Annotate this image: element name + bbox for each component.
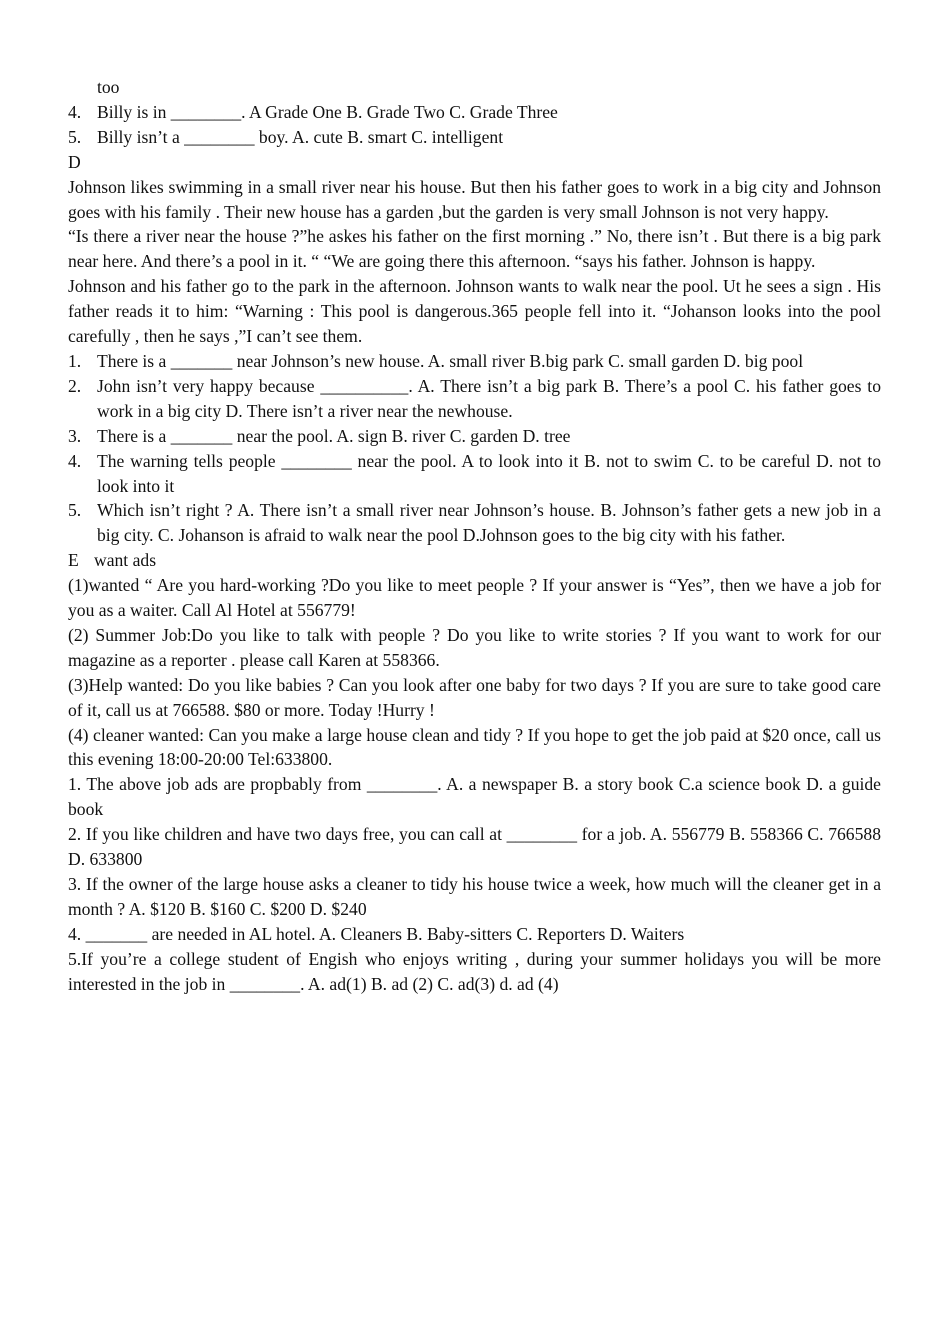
- ad-3: (3)Help wanted: Do you like babies ? Can you look after one baby for two days ? If you are sure to take good care of it, call us at 766588. $80 or more. Today !Hurry !: [68, 674, 881, 720]
- e-question-3: 3. If the owner of the large house asks a cleaner to tidy his house twice a week, how much will the cleaner get in a month ? A. $120 B. $160 C. $200 D. $240: [68, 874, 881, 919]
- d-question-2: [68, 374, 881, 424]
- question-number: 3.: [68, 425, 82, 446]
- passage-d-paragraph-2: “Is there a river near the house ?”he askes his father on the first morning .” No, there isn’t . But there is a big park near here. And there’s a pool in it. “ “We are going there this afternoon. “says his father. Johnson is happy.: [68, 226, 881, 272]
- question-number: 5.: [68, 126, 82, 147]
- d-question-5: [68, 498, 881, 548]
- section-e-label: E: [68, 550, 79, 571]
- e-question-1: 1. The above job ads are propbably from ________. A. a newspaper B. a story book C.a science book D. a guide book: [68, 774, 881, 820]
- question-number: 4.: [68, 101, 82, 122]
- question-text: There is a _______ near Johnson’s new house. A. small river B.big park C. small garden D. big pool: [97, 350, 804, 371]
- d-question-4: [68, 449, 881, 499]
- passage-d-paragraph-1: Johnson likes swimming in a small river near his house. But then his father goes to work in a big city and Johnson goes with his family . Their new house has a garden ,but the garden is very small Johnson is not very happy.: [68, 176, 881, 222]
- question-number: 1.: [68, 350, 82, 371]
- question-text: The warning tells people ________ near the pool. A to look into it B. not to swim C. to be careful D. not to look into it: [97, 450, 881, 496]
- question-text: Which isn’t right ? A. There isn’t a small river near Johnson’s house. B. Johnson’s father gets a new job in a big city. C. Johanson is afraid to walk near the pool D.Johnson goes to the big city with his father.: [97, 500, 881, 546]
- section-d-label: D: [68, 151, 81, 172]
- question-text: There is a _______ near the pool. A. sign B. river C. garden D. tree: [97, 425, 571, 446]
- e-question-5: 5.If you’re a college student of Engish who enjoys writing , during your summer holidays you will be more interested in the job in ________. A. ad(1) B. ad (2) C. ad(3) d. ad (4): [68, 948, 881, 994]
- question-text: Billy isn’t a ________ boy. A. cute B. smart C. intelligent: [97, 126, 504, 147]
- passage-d-paragraph-3: Johnson and his father go to the park in the afternoon. Johnson wants to walk near the pool. Ut he sees a sign . His father reads it to him: “Warning : This pool is dangerous.365 people fell into it. “Johanson looks into the pool carefully , then he says ,”I can’t see them.: [68, 276, 881, 347]
- section-e-title: want ads: [94, 550, 157, 571]
- ad-4: (4) cleaner wanted: Can you make a large house clean and tidy ? If you hope to get the job paid at $20 once, call us this evening 18:00-20:00 Tel:633800.: [68, 724, 881, 770]
- previous-question-continuation: too: [97, 77, 120, 97]
- document-page: [68, 75, 881, 997]
- d-question-3: [68, 424, 881, 449]
- question-text: John isn’t very happy because __________. A. There isn’t a big park B. There’s a pool C. his father goes to work in a big city D. There isn’t a river near the newhouse.: [97, 375, 881, 421]
- previous-question-4: [68, 100, 881, 125]
- ad-1: (1)wanted “ Are you hard-working ?Do you like to meet people ? If your answer is “Yes”, then we have a job for you as a waiter. Call Al Hotel at 556779!: [68, 575, 881, 621]
- d-question-1: [68, 349, 881, 374]
- question-number: 5.: [68, 500, 82, 521]
- question-number: 2.: [68, 375, 82, 396]
- section-e-heading: [68, 548, 881, 573]
- e-question-2: 2. If you like children and have two days free, you can call at ________ for a job. A. 556779 B. 558366 C. 766588 D. 633800: [68, 824, 881, 870]
- question-number: 4.: [68, 450, 82, 471]
- question-text: Billy is in ________. A Grade One B. Grade Two C. Grade Three: [97, 101, 558, 122]
- previous-question-5: [68, 125, 881, 150]
- ad-2: (2) Summer Job:Do you like to talk with people ? Do you like to write stories ? If you want to work for our magazine as a reporter . please call Karen at 558366.: [68, 624, 881, 670]
- e-question-4: 4. _______ are needed in AL hotel. A. Cleaners B. Baby-sitters C. Reporters D. Waiters: [68, 923, 685, 944]
